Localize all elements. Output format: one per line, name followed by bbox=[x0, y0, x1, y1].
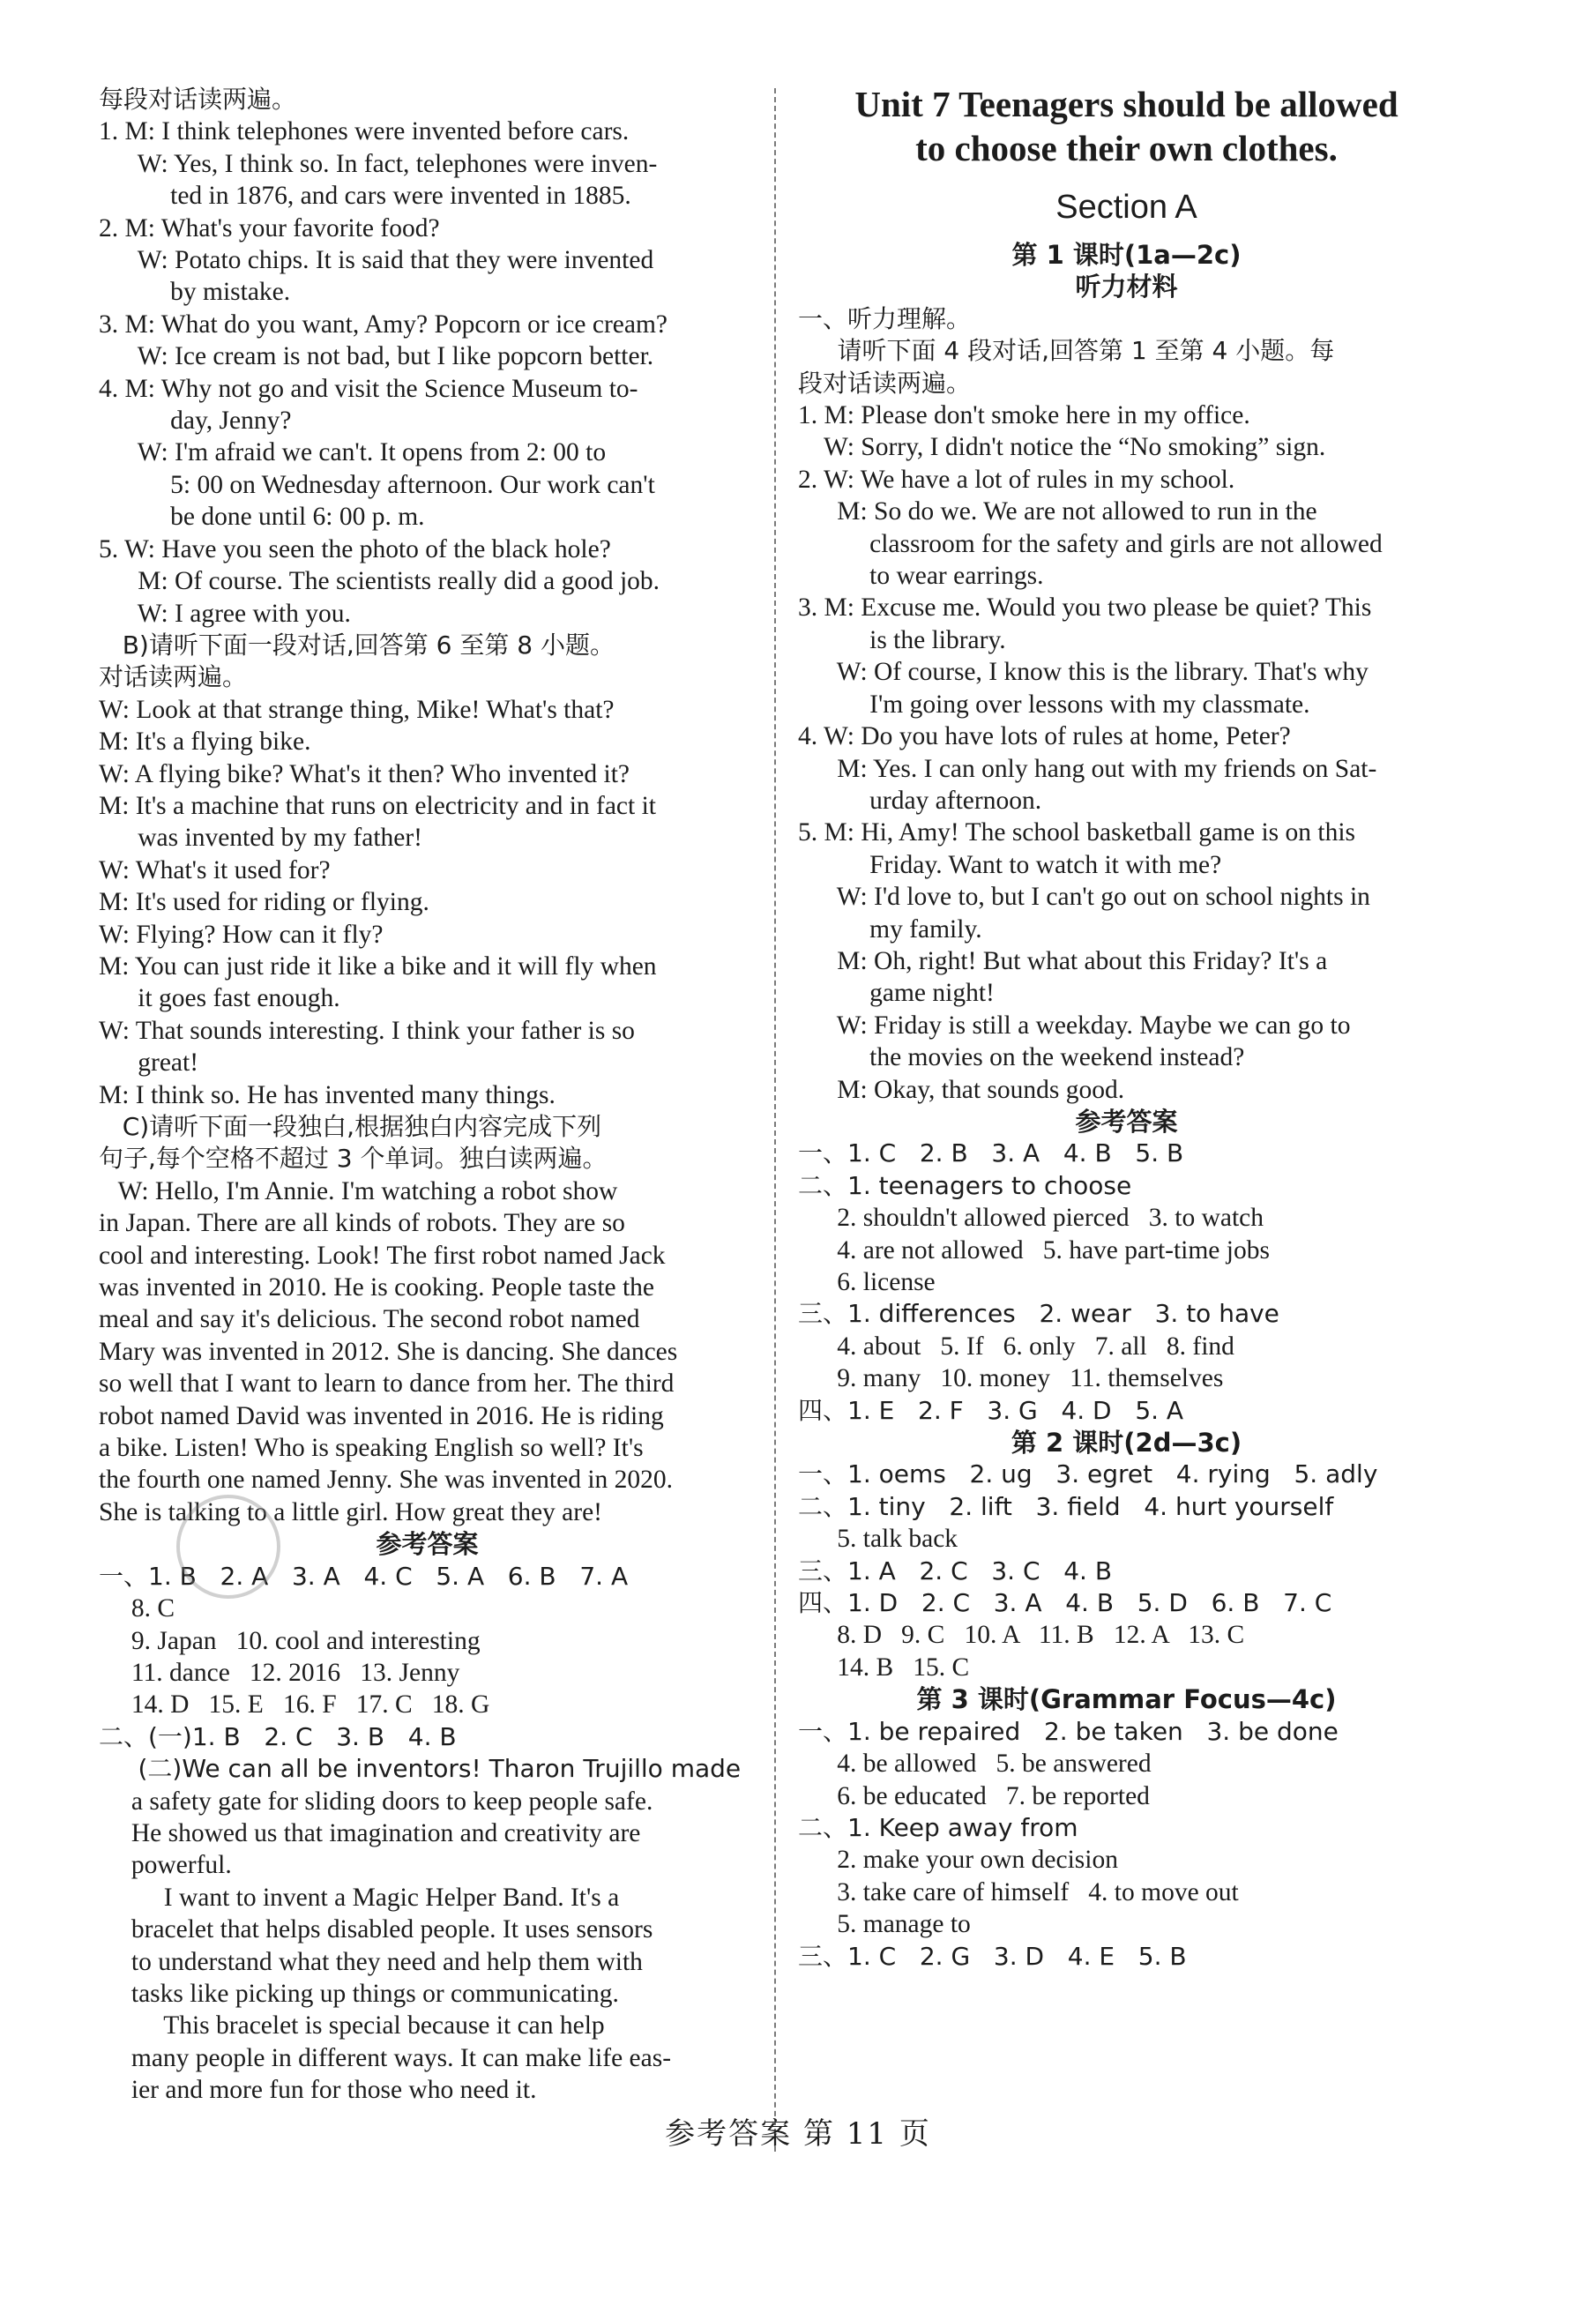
text-line: 四、1. E 2. F 3. G 4. D 5. A bbox=[798, 1395, 1184, 1425]
text-line: 一、1. C 2. B 3. A 4. B 5. B bbox=[798, 1138, 1184, 1168]
text-line: M: I think so. He has invented many things. bbox=[99, 1080, 556, 1109]
text-line: 每段对话读两遍。 bbox=[99, 85, 297, 114]
text-line: 3. M: What do you want, Amy? Popcorn or ice cream? bbox=[99, 310, 668, 339]
text-line: 4. are not allowed 5. have part-time jobs bbox=[798, 1235, 1270, 1265]
text-line: 5. talk back bbox=[798, 1525, 958, 1554]
text-line: so well that I want to learn to dance from her. The third bbox=[99, 1369, 675, 1399]
text-line: W: That sounds interesting. I think your father is so bbox=[99, 1016, 635, 1045]
text-line: 一、1. be repaired 2. be taken 3. be done bbox=[798, 1716, 1339, 1746]
text-line: W: What's it used for? bbox=[99, 855, 331, 884]
text-line: W: Yes, I think so. In fact, telephones were inven- bbox=[99, 149, 658, 178]
unit-title-line-1: Unit 7 Teenagers should be allowed bbox=[854, 84, 1398, 124]
text-line: 二、1. teenagers to choose bbox=[798, 1170, 1132, 1200]
text-line: ier and more fun for those who need it. bbox=[99, 2076, 537, 2105]
text-line: He showed us that imagination and creativity are bbox=[99, 1818, 641, 1847]
text-line: 2. shouldn't allowed pierced 3. to watch bbox=[798, 1204, 1264, 1233]
text-line: 二、1. Keep away from bbox=[798, 1812, 1078, 1842]
text-line: 14. B 15. C bbox=[798, 1653, 970, 1682]
text-line: She is talking to a little girl. How great they are! bbox=[99, 1497, 603, 1526]
unit-title-line-2: to choose their own clothes. bbox=[915, 128, 1338, 168]
text-line: Friday. Want to watch it with me? bbox=[798, 850, 1222, 879]
lesson-1-listening-lines bbox=[798, 303, 1455, 1106]
text-line: the fourth one named Jenny. She was invented in 2020. bbox=[99, 1466, 674, 1495]
text-line: 5. M: Hi, Amy! The school basketball game is on this bbox=[798, 818, 1356, 847]
lesson-1-title: 第 1 课时(1a—2c) bbox=[1011, 240, 1242, 270]
listening-material-title: 听力材料 bbox=[1075, 272, 1178, 302]
text-line: a bike. Listen! Who is speaking English so well? It's bbox=[99, 1434, 644, 1463]
text-line: W: I'd love to, but I can't go out on school nights in bbox=[798, 883, 1370, 912]
text-line: 2. make your own decision bbox=[798, 1846, 1118, 1875]
text-line: 4. about 5. If 6. only 7. all 8. find bbox=[798, 1332, 1234, 1361]
text-line: M: So do we. We are not allowed to run in the bbox=[798, 497, 1317, 526]
text-line: be done until 6: 00 p. m. bbox=[99, 503, 425, 532]
text-line: 5: 00 on Wednesday afternoon. Our work can't bbox=[99, 470, 655, 499]
text-line: This bracelet is special because it can help bbox=[99, 2011, 605, 2041]
text-line: W: Ice cream is not bad, but I like popcorn better. bbox=[99, 342, 654, 371]
text-line: M: You can just ride it like a bike and it will fly when bbox=[99, 951, 657, 981]
text-line: was invented in 2010. He is cooking. People taste the bbox=[99, 1273, 655, 1302]
text-line: the movies on the weekend instead? bbox=[798, 1043, 1245, 1072]
text-line: W: Look at that strange thing, Mike! What's that? bbox=[99, 695, 615, 724]
text-line: 对话读两遍。 bbox=[99, 662, 248, 692]
text-line: 一、1. oems 2. ug 3. egret 4. rying 5. adly bbox=[798, 1459, 1378, 1489]
text-line: 请听下面 4 段对话,回答第 1 至第 4 小题。每 bbox=[798, 336, 1335, 366]
watermark-seal bbox=[176, 1495, 280, 1599]
text-line: a safety gate for sliding doors to keep people safe. bbox=[99, 1787, 653, 1816]
text-line: 四、1. D 2. C 3. A 4. B 5. D 6. B 7. C bbox=[798, 1588, 1332, 1618]
text-line: my family. bbox=[798, 914, 982, 944]
text-line: urday afternoon. bbox=[798, 786, 1042, 815]
text-line: by mistake. bbox=[99, 278, 291, 307]
text-line: 14. D 15. E 16. F 17. C 18. G bbox=[99, 1690, 490, 1720]
text-line: meal and say it's delicious. The second robot named bbox=[99, 1305, 640, 1334]
text-line: bracelet that helps disabled people. It uses sensors bbox=[99, 1915, 653, 1944]
text-line: M: Yes. I can only hang out with my friends on Sat- bbox=[798, 754, 1377, 783]
text-line: 9. many 10. money 11. themselves bbox=[798, 1364, 1224, 1393]
text-line: is the library. bbox=[798, 625, 1006, 654]
text-line: 句子,每个空格不超过 3 个单词。独白读两遍。 bbox=[99, 1144, 608, 1174]
text-line: M: Of course. The scientists really did a good job. bbox=[99, 567, 660, 596]
text-line: 3. take care of himself 4. to move out bbox=[798, 1877, 1239, 1906]
text-line: game night! bbox=[798, 979, 995, 1008]
text-line: powerful. bbox=[99, 1851, 232, 1880]
text-line: 8. C bbox=[99, 1594, 175, 1623]
text-line: 3. M: Excuse me. Would you two please be quiet? This bbox=[798, 593, 1372, 623]
lesson-2-answer-lines bbox=[798, 1459, 1455, 1683]
text-line: 一、听力理解。 bbox=[798, 303, 972, 333]
text-line: 5. manage to bbox=[798, 1910, 971, 1939]
text-line: 二、1. tiny 2. lift 3. field 4. hurt yourself bbox=[798, 1491, 1334, 1521]
text-line: 4. W: Do you have lots of rules at home, Peter? bbox=[798, 722, 1291, 751]
right-column bbox=[798, 84, 1455, 1973]
lesson-3-answer-lines bbox=[798, 1716, 1455, 1973]
text-line: many people in different ways. It can make life eas- bbox=[99, 2043, 672, 2072]
text-line: W: Flying? How can it fly? bbox=[99, 920, 384, 949]
text-line: W: Of course, I know this is the library. That's why bbox=[798, 658, 1369, 687]
text-line: cool and interesting. Look! The first robot named Jack bbox=[99, 1241, 666, 1270]
text-line: was invented by my father! bbox=[99, 824, 423, 853]
text-line: W: Hello, I'm Annie. I'm watching a robot show bbox=[99, 1176, 618, 1205]
text-line: 1. M: Please don't smoke here in my office. bbox=[798, 401, 1250, 430]
text-line: W: Friday is still a weekday. Maybe we can go to bbox=[798, 1011, 1351, 1040]
text-line: 一、1. B 2. A 3. A 4. C 5. A 6. B 7. A bbox=[99, 1561, 629, 1591]
answers-title: 参考答案 bbox=[1075, 1106, 1178, 1137]
text-line: great! bbox=[99, 1048, 199, 1078]
text-line: B)请听下面一段对话,回答第 6 至第 8 小题。 bbox=[99, 630, 615, 660]
text-line: (二)We can all be inventors! Tharon Trujillo made bbox=[99, 1754, 742, 1784]
lesson-2-title: 第 2 课时(2d—3c) bbox=[1011, 1428, 1242, 1459]
text-line: to wear earrings. bbox=[798, 562, 1044, 591]
text-line: 三、1. C 2. G 3. D 4. E 5. B bbox=[798, 1941, 1187, 1971]
text-line: 三、1. A 2. C 3. C 4. B bbox=[798, 1556, 1113, 1585]
text-line: M: Oh, right! But what about this Friday? It's a bbox=[798, 946, 1328, 975]
text-line: 2. M: What's your favorite food? bbox=[99, 213, 440, 242]
text-line: I want to invent a Magic Helper Band. It's a bbox=[99, 1883, 620, 1912]
text-line: W: I agree with you. bbox=[99, 599, 351, 628]
text-line: M: It's a machine that runs on electricity and in fact it bbox=[99, 791, 656, 820]
unit-title bbox=[798, 82, 1455, 170]
section-title: Section A bbox=[1055, 189, 1197, 226]
text-line: 6. be educated 7. be reported bbox=[798, 1781, 1150, 1810]
text-line: classroom for the safety and girls are not allowed bbox=[798, 529, 1383, 558]
text-line: it goes fast enough. bbox=[99, 984, 340, 1013]
text-line: 1. M: I think telephones were invented before cars. bbox=[99, 117, 630, 146]
text-line: W: Sorry, I didn't notice the “No smoking” sign. bbox=[798, 433, 1326, 462]
text-line: W: Potato chips. It is said that they were invented bbox=[99, 246, 654, 275]
text-line: 9. Japan 10. cool and interesting bbox=[99, 1626, 481, 1655]
text-line: robot named David was invented in 2016. He is riding bbox=[99, 1401, 664, 1430]
page-footer: 参考答案 第 11 页 bbox=[665, 2116, 931, 2152]
text-line: 6. license bbox=[798, 1268, 936, 1296]
text-line: 5. W: Have you seen the photo of the black hole? bbox=[99, 534, 611, 563]
text-line: M: It's used for riding or flying. bbox=[99, 888, 429, 917]
text-line: to understand what they need and help them with bbox=[99, 1947, 643, 1976]
text-line: 4. M: Why not go and visit the Science Museum to- bbox=[99, 374, 638, 403]
text-line: 参考答案 bbox=[376, 1529, 479, 1560]
text-line: I'm going over lessons with my classmate. bbox=[798, 690, 1310, 719]
text-line: M: It's a flying bike. bbox=[99, 727, 311, 757]
column-divider bbox=[774, 88, 776, 2152]
text-line: in Japan. There are all kinds of robots. They are so bbox=[99, 1209, 625, 1238]
text-line: M: Okay, that sounds good. bbox=[798, 1075, 1125, 1104]
text-line: C)请听下面一段独白,根据独白内容完成下列 bbox=[99, 1112, 602, 1141]
lesson-3-title: 第 3 课时(Grammar Focus—4c) bbox=[916, 1684, 1337, 1715]
text-line: W: I'm afraid we can't. It opens from 2: 00 to bbox=[99, 438, 607, 467]
text-line: 8. D 9. C 10. A 11. B 12. A 13. C bbox=[798, 1621, 1245, 1650]
text-line: 二、(一)1. B 2. C 3. B 4. B bbox=[99, 1721, 457, 1751]
text-line: day, Jenny? bbox=[99, 407, 292, 436]
text-line: 三、1. differences 2. wear 3. to have bbox=[798, 1299, 1279, 1329]
text-line: 段对话读两遍。 bbox=[798, 368, 972, 398]
text-line: 2. W: We have a lot of rules in my school. bbox=[798, 465, 1235, 494]
text-line: W: A flying bike? What's it then? Who invented it? bbox=[99, 759, 630, 788]
text-line: ted in 1876, and cars were invented in 1885. bbox=[99, 182, 631, 211]
left-column bbox=[99, 84, 756, 2107]
text-line: Mary was invented in 2012. She is dancing. She dances bbox=[99, 1337, 678, 1366]
text-line: 11. dance 12. 2016 13. Jenny bbox=[99, 1658, 460, 1687]
lesson-1-answer-lines bbox=[798, 1138, 1455, 1427]
text-line: 4. be allowed 5. be answered bbox=[798, 1750, 1152, 1779]
text-line: tasks like picking up things or communicating. bbox=[99, 1979, 619, 2008]
